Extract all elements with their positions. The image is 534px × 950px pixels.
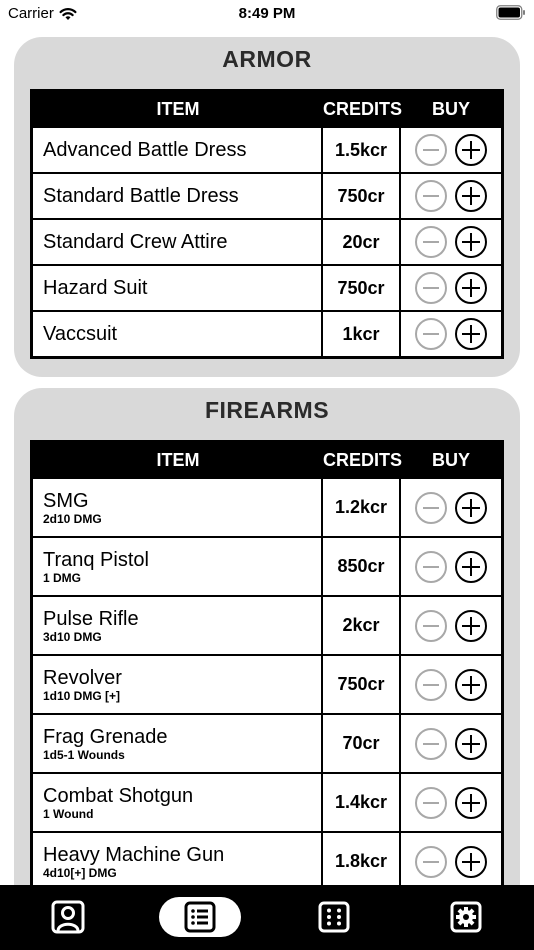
minus-button[interactable] bbox=[415, 728, 447, 760]
plus-button[interactable] bbox=[455, 272, 487, 304]
item-name: Vaccsuit bbox=[43, 323, 118, 345]
buy-cell bbox=[401, 312, 501, 356]
buy-cell bbox=[401, 538, 501, 595]
buy-cell bbox=[401, 597, 501, 654]
plus-button[interactable] bbox=[455, 787, 487, 819]
item-name: Heavy Machine Gun bbox=[43, 843, 225, 866]
item-cell bbox=[33, 220, 323, 264]
item-name: Combat Shotgun bbox=[43, 784, 194, 807]
minus-button[interactable] bbox=[415, 492, 447, 524]
table-row bbox=[33, 772, 501, 831]
plus-button[interactable] bbox=[455, 134, 487, 166]
table-row bbox=[33, 172, 501, 218]
item-cell bbox=[33, 266, 323, 310]
item-stats: 4d10[+] DMG bbox=[43, 865, 117, 880]
minus-button[interactable] bbox=[415, 787, 447, 819]
header-item: ITEM bbox=[156, 98, 200, 119]
item-credits: 20cr bbox=[323, 220, 401, 264]
plus-button[interactable] bbox=[455, 728, 487, 760]
plus-button[interactable] bbox=[455, 610, 487, 642]
item-cell bbox=[33, 715, 323, 772]
item-credits: 1kcr bbox=[323, 312, 401, 356]
item-credits: 750cr bbox=[323, 174, 401, 218]
item-credits: 70cr bbox=[323, 715, 401, 772]
table-row bbox=[33, 126, 501, 172]
firearms-title: FIREARMS bbox=[204, 397, 330, 423]
header-credits: CREDITS bbox=[323, 98, 403, 119]
buy-cell bbox=[401, 128, 501, 172]
table-row bbox=[33, 595, 501, 654]
table-row bbox=[33, 310, 501, 356]
buy-cell bbox=[401, 174, 501, 218]
buy-cell bbox=[401, 774, 501, 831]
tab-bar bbox=[0, 885, 534, 950]
item-credits: 750cr bbox=[323, 266, 401, 310]
item-name: Pulse Rifle bbox=[43, 607, 139, 630]
item-credits: 850cr bbox=[323, 538, 401, 595]
item-stats: 1 DMG bbox=[43, 570, 82, 585]
plus-button[interactable] bbox=[455, 846, 487, 878]
minus-button[interactable] bbox=[415, 272, 447, 304]
item-name: Hazard Suit bbox=[43, 277, 148, 299]
armor-title: ARMOR bbox=[222, 46, 312, 72]
carrier-label: Carrier bbox=[8, 5, 54, 22]
item-cell bbox=[33, 312, 323, 356]
buy-cell bbox=[401, 833, 501, 885]
item-credits: 1.4kcr bbox=[323, 774, 401, 831]
content-scroll[interactable] bbox=[0, 28, 534, 885]
item-stats: 1d10 DMG [+] bbox=[43, 688, 121, 703]
minus-button[interactable] bbox=[415, 318, 447, 350]
item-cell bbox=[33, 479, 323, 536]
item-stats: 2d10 DMG bbox=[43, 511, 102, 526]
firearms-panel bbox=[14, 388, 520, 885]
tab-grid[interactable] bbox=[314, 897, 354, 937]
item-credits: 750cr bbox=[323, 656, 401, 713]
table-row bbox=[33, 654, 501, 713]
buy-cell bbox=[401, 220, 501, 264]
armor-rows bbox=[33, 126, 501, 356]
person-icon bbox=[51, 900, 85, 934]
tab-list[interactable] bbox=[159, 897, 241, 937]
minus-button[interactable] bbox=[415, 226, 447, 258]
item-credits: 2kcr bbox=[323, 597, 401, 654]
item-cell bbox=[33, 174, 323, 218]
firearms-table bbox=[30, 440, 504, 885]
gear-icon bbox=[450, 901, 482, 933]
buy-cell bbox=[401, 656, 501, 713]
armor-panel bbox=[14, 37, 520, 377]
header-credits: CREDITS bbox=[323, 449, 403, 470]
item-cell bbox=[33, 833, 323, 885]
grid-icon bbox=[318, 901, 350, 933]
minus-button[interactable] bbox=[415, 134, 447, 166]
item-stats: 1d5-1 Wounds bbox=[43, 747, 125, 762]
item-cell bbox=[33, 597, 323, 654]
tab-character[interactable] bbox=[48, 897, 88, 937]
item-credits: 1.2kcr bbox=[323, 479, 401, 536]
item-name: Frag Grenade bbox=[43, 725, 168, 748]
item-name: Revolver bbox=[43, 666, 122, 689]
table-row bbox=[33, 713, 501, 772]
table-row bbox=[33, 477, 501, 536]
buy-cell bbox=[401, 479, 501, 536]
firearms-table-header bbox=[33, 443, 501, 477]
item-cell bbox=[33, 774, 323, 831]
plus-button[interactable] bbox=[455, 180, 487, 212]
item-cell bbox=[33, 128, 323, 172]
plus-button[interactable] bbox=[455, 492, 487, 524]
item-stats: 3d10 DMG bbox=[43, 629, 102, 644]
plus-button[interactable] bbox=[455, 551, 487, 583]
buy-cell bbox=[401, 266, 501, 310]
item-name: Standard Battle Dress bbox=[43, 185, 239, 207]
plus-button[interactable] bbox=[455, 669, 487, 701]
table-row bbox=[33, 831, 501, 885]
table-row bbox=[33, 536, 501, 595]
minus-button[interactable] bbox=[415, 610, 447, 642]
minus-button[interactable] bbox=[415, 846, 447, 878]
item-name: SMG bbox=[43, 489, 89, 512]
item-credits: 1.5kcr bbox=[323, 128, 401, 172]
plus-button[interactable] bbox=[455, 318, 487, 350]
header-item: ITEM bbox=[156, 449, 200, 470]
item-cell bbox=[33, 538, 323, 595]
item-stats: 1 Wound bbox=[43, 806, 94, 821]
item-credits: 1.8kcr bbox=[323, 833, 401, 885]
minus-button[interactable] bbox=[415, 180, 447, 212]
minus-button[interactable] bbox=[415, 669, 447, 701]
header-buy: BUY bbox=[431, 98, 470, 119]
status-time: 8:49 PM bbox=[238, 5, 296, 22]
battery-icon bbox=[496, 5, 526, 20]
firearms-rows bbox=[33, 477, 501, 885]
armor-table bbox=[30, 89, 504, 359]
table-row bbox=[33, 218, 501, 264]
item-name: Tranq Pistol bbox=[43, 548, 149, 571]
armor-table-header bbox=[33, 92, 501, 126]
header-buy: BUY bbox=[431, 449, 470, 470]
list-icon bbox=[184, 901, 216, 933]
buy-cell bbox=[401, 715, 501, 772]
status-bar bbox=[0, 0, 534, 28]
item-name: Advanced Battle Dress bbox=[43, 139, 247, 161]
table-row bbox=[33, 264, 501, 310]
item-cell bbox=[33, 656, 323, 713]
item-name: Standard Crew Attire bbox=[43, 231, 228, 253]
minus-button[interactable] bbox=[415, 551, 447, 583]
plus-button[interactable] bbox=[455, 226, 487, 258]
tab-settings[interactable] bbox=[446, 897, 486, 937]
